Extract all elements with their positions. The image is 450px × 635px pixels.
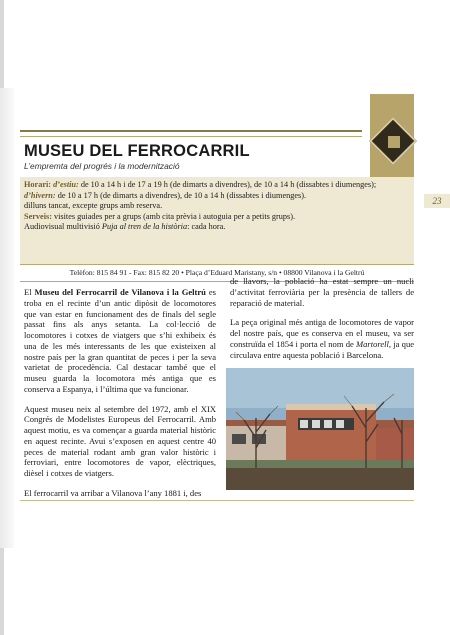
left-column (24, 287, 216, 508)
right-paragraph-2 (230, 317, 414, 360)
left-p1-pre: El (24, 287, 35, 297)
book-gutter (0, 88, 14, 548)
info-line-summer (24, 180, 416, 191)
title-top-rule-thin (20, 136, 362, 137)
left-paragraph-1 (24, 287, 216, 395)
info-text-services: visites guiades per a grups (amb cita prèvia i autoguia per a petits grups). (54, 211, 296, 221)
info-text-audiovisual-title: Puja al tren de la història (101, 222, 188, 232)
right-paragraph-1: de llavors, la població ha estat sempre un nucli d’activitat ferroviària per la presència de tallers de reparació de material. (230, 276, 414, 308)
page-subtitle: L’empremta del progrés i la modernització (24, 161, 180, 171)
info-label-estiu: d’estiu: (53, 180, 79, 189)
info-label-hivern: d’hivern: (24, 190, 56, 200)
info-line-winter (24, 191, 416, 202)
logo-inner-square (386, 134, 402, 150)
museum-photo (226, 368, 414, 490)
info-text-audiovisual: Audiovisual multivisió (24, 222, 102, 232)
info-text-closed: dilluns tancat, excepte grups amb reserva. (24, 201, 163, 211)
info-line-closed (24, 201, 416, 212)
left-paragraph-3: El ferrocarril va arribar a Vilanova l’any 1881 i, des (24, 487, 202, 498)
info-text-winter: de 10 a 17 h (de dimarts a divendres), de 10 a 14 h (dissabtes i diumenges). (57, 190, 307, 200)
contact-rule-top (20, 264, 414, 265)
museum-name: Museu del Ferrocarril de Vilanova i la Geltrú (34, 287, 206, 297)
right-p2-post: , ja que circulava entre aquesta població i Barcelona. (230, 338, 415, 360)
contact-line: Telèfon: 815 84 91 - Fax: 815 82 20 • Plaça d’Eduard Maristany, s/n • 08800 Vilanova i la Geltrú (69, 268, 365, 277)
info-label-horari: Horari: (24, 180, 52, 189)
info-lines (24, 180, 416, 233)
page-title: MUSEU DEL FERROCARRIL (24, 142, 250, 160)
left-paragraph-2: Aquest museu neix al setembre del 1972, amb el XIX Congrés de Modelistes Europeus del Ferrocarril. Amb aquest motiu, es va començar a guarda material històric en aquest recinte. Avui s’exposen en aquest centre 40 peces de material rodant amb gran valor històric i ferroviari, entre locomotores de vapor, elèctriques, dièsel i cotxes de viatgers. (24, 403, 216, 478)
bottom-rule (20, 500, 414, 501)
info-line-audiovisual (24, 222, 416, 233)
info-text-audiovisual-end: : cada hora. (187, 222, 226, 232)
page-number: 23 (424, 194, 450, 208)
locomotive-name: Martorell (356, 338, 389, 349)
left-p1-rest: es troba en el recinte d’un antic dipòsit de locomotores que van estar en funcionament des de finals del segle passat fins als anys setanta. La col·lecció de locomotores i cotxes de viatgers que s’hi exhibeix és una de les més interessants de les que existeixen al nostre país per la gran quantitat de peces i per la seva varietat de procedència. Cal destacar també que el museu guarda la locomotora més antiga que es conserva a Espanya, i l’última que va funcionar. (24, 287, 216, 394)
info-text-summer: de 10 a 14 h i de 17 a 19 h (de dimarts a divendres), de 10 a 14 h (dissabtes i diumenges); (80, 180, 377, 189)
info-line-services (24, 212, 416, 223)
info-label-serveis: Serveis: (24, 211, 52, 221)
right-column (230, 276, 414, 369)
right-p2-pre: La peça original més antiga de locomotores de vapor del nostre país, que es conserva en el museu, va ser construïda el 1854 i porta el nom de (230, 317, 414, 349)
title-top-rule (20, 130, 362, 132)
museum-building-illustration (226, 368, 414, 490)
